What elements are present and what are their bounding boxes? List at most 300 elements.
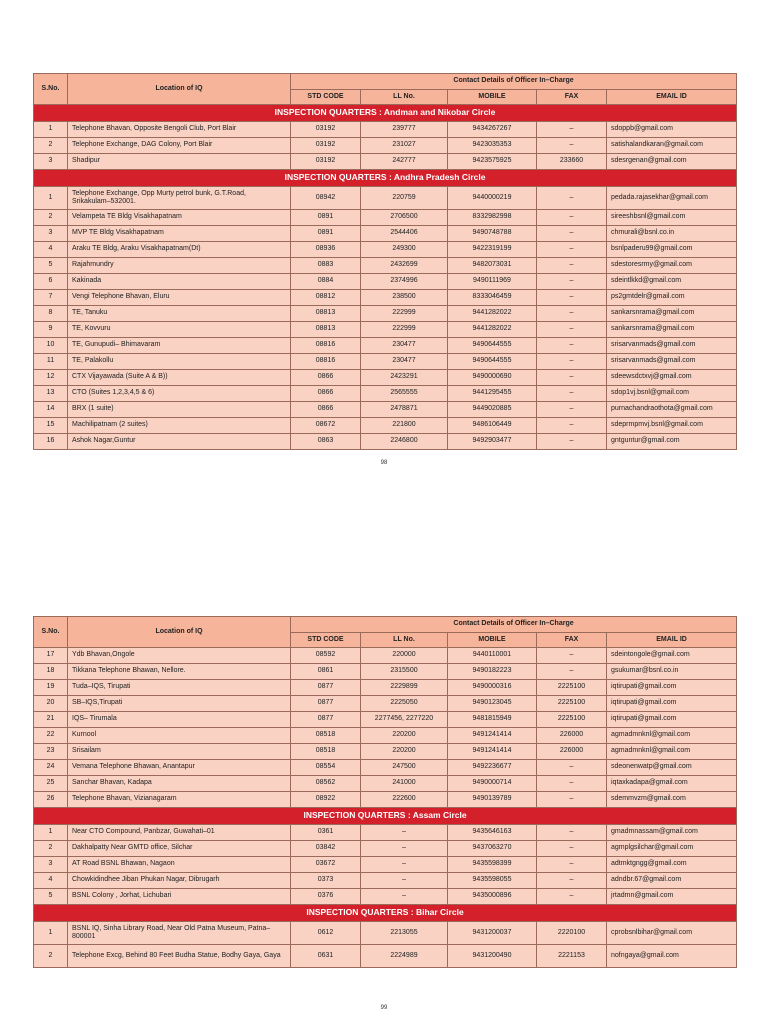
cell-location: SB–IQS,Tirupati bbox=[68, 696, 291, 712]
cell-fax: – bbox=[537, 825, 607, 841]
table-row bbox=[34, 792, 737, 808]
cell-landline: 230477 bbox=[361, 338, 448, 354]
cell-mobile: 9490000690 bbox=[448, 370, 537, 386]
cell-landline: 249300 bbox=[361, 242, 448, 258]
cell-email: sdop1vj.bsnl@gmail.com bbox=[607, 386, 737, 402]
table-row bbox=[34, 154, 737, 170]
header-ll: LL No. bbox=[361, 90, 448, 105]
cell-std-code: 0373 bbox=[291, 873, 361, 889]
cell-location: Telephone Excg, Behind 80 Feet Budha Statue, Bodhy Gaya, Gaya bbox=[68, 945, 291, 968]
cell-std-code: 0877 bbox=[291, 680, 361, 696]
table-row bbox=[34, 338, 737, 354]
cell-landline: 2706500 bbox=[361, 210, 448, 226]
cell-fax: 2220100 bbox=[537, 922, 607, 945]
cell-email: ps2gmtdelr@gmail.com bbox=[607, 290, 737, 306]
cell-fax: – bbox=[537, 792, 607, 808]
cell-landline: 2315500 bbox=[361, 664, 448, 680]
header-email: EMAIL ID bbox=[607, 633, 737, 648]
page-number: 98 bbox=[380, 460, 388, 466]
cell-landline: 2423291 bbox=[361, 370, 448, 386]
table-row bbox=[34, 258, 737, 274]
cell-landline: 2213055 bbox=[361, 922, 448, 945]
cell-landline: 230477 bbox=[361, 354, 448, 370]
cell-landline: – bbox=[361, 889, 448, 905]
cell-mobile: 9440000219 bbox=[448, 187, 537, 210]
cell-location: Kurnool bbox=[68, 728, 291, 744]
cell-landline: 222999 bbox=[361, 306, 448, 322]
table-row bbox=[34, 274, 737, 290]
cell-mobile: 9435598055 bbox=[448, 873, 537, 889]
cell-std-code: 0866 bbox=[291, 402, 361, 418]
cell-mobile: 9490644555 bbox=[448, 354, 537, 370]
table-row bbox=[34, 187, 737, 210]
cell-fax: – bbox=[537, 322, 607, 338]
table-row bbox=[34, 712, 737, 728]
cell-mobile: 9492236677 bbox=[448, 760, 537, 776]
cell-mobile: 9490000316 bbox=[448, 680, 537, 696]
table-row bbox=[34, 226, 737, 242]
header-sno: S.No. bbox=[34, 74, 68, 105]
cell-std-code: 03192 bbox=[291, 154, 361, 170]
cell-fax: – bbox=[537, 187, 607, 210]
cell-location: Araku TE Bldg, Araku Visakhapatnam(Dt) bbox=[68, 242, 291, 258]
cell-email: agmplgsilchar@gmail.com bbox=[607, 841, 737, 857]
cell-fax: – bbox=[537, 857, 607, 873]
cell-email: sankarsnrama@gmail.com bbox=[607, 322, 737, 338]
cell-fax: – bbox=[537, 354, 607, 370]
cell-fax: – bbox=[537, 760, 607, 776]
page-99 bbox=[0, 512, 768, 1024]
cell-fax: – bbox=[537, 226, 607, 242]
cell-fax: – bbox=[537, 776, 607, 792]
cell-location: Srisailam bbox=[68, 744, 291, 760]
cell-fax: – bbox=[537, 210, 607, 226]
cell-fax: 2225100 bbox=[537, 680, 607, 696]
cell-location: Near CTO Compound, Panbzar, Guwahati–01 bbox=[68, 825, 291, 841]
cell-fax: – bbox=[537, 418, 607, 434]
table-row bbox=[34, 760, 737, 776]
cell-mobile: 9449020885 bbox=[448, 402, 537, 418]
cell-fax: – bbox=[537, 306, 607, 322]
cell-location: Telephone Exchange, DAG Colony, Port Blair bbox=[68, 138, 291, 154]
cell-std-code: 08936 bbox=[291, 242, 361, 258]
cell-sno: 13 bbox=[34, 386, 68, 402]
cell-fax: – bbox=[537, 338, 607, 354]
cell-location: Machilipatnam (2 suites) bbox=[68, 418, 291, 434]
cell-mobile: 9490182223 bbox=[448, 664, 537, 680]
cell-email: sankarsnrama@gmail.com bbox=[607, 306, 737, 322]
table-row bbox=[34, 680, 737, 696]
cell-landline: 2478871 bbox=[361, 402, 448, 418]
cell-email: sdestoresrmy@gmail.com bbox=[607, 258, 737, 274]
cell-mobile: 9423575925 bbox=[448, 154, 537, 170]
cell-mobile: 9437063270 bbox=[448, 841, 537, 857]
cell-sno: 7 bbox=[34, 290, 68, 306]
table-row bbox=[34, 322, 737, 338]
cell-landline: 2277456, 2277220 bbox=[361, 712, 448, 728]
cell-mobile: 9435646163 bbox=[448, 825, 537, 841]
cell-mobile: 9435598399 bbox=[448, 857, 537, 873]
section-header bbox=[34, 808, 737, 825]
cell-std-code: 08554 bbox=[291, 760, 361, 776]
iq-table bbox=[33, 73, 737, 450]
cell-std-code: 0631 bbox=[291, 945, 361, 968]
cell-mobile: 9435000896 bbox=[448, 889, 537, 905]
cell-email: nofngaya@gmail.com bbox=[607, 945, 737, 968]
cell-landline: 221800 bbox=[361, 418, 448, 434]
cell-fax: – bbox=[537, 889, 607, 905]
table-row bbox=[34, 138, 737, 154]
cell-landline: 247500 bbox=[361, 760, 448, 776]
cell-email: iqtaxkadapa@gmail.com bbox=[607, 776, 737, 792]
cell-std-code: 08518 bbox=[291, 744, 361, 760]
cell-sno: 1 bbox=[34, 187, 68, 210]
cell-email: gsukumar@bsnl.co.in bbox=[607, 664, 737, 680]
cell-location: Ydb Bhavan,Ongole bbox=[68, 648, 291, 664]
cell-landline: 220200 bbox=[361, 744, 448, 760]
header-mobile: MOBILE bbox=[448, 633, 537, 648]
cell-std-code: 0891 bbox=[291, 210, 361, 226]
table-row bbox=[34, 210, 737, 226]
cell-email: iqtirupati@gmail.com bbox=[607, 712, 737, 728]
cell-mobile: 9492903477 bbox=[448, 434, 537, 450]
cell-email: sdesrgenan@gmail.com bbox=[607, 154, 737, 170]
cell-sno: 10 bbox=[34, 338, 68, 354]
cell-landline: 2246800 bbox=[361, 434, 448, 450]
cell-location: Tikkana Telephone Bhawan, Nellore. bbox=[68, 664, 291, 680]
table-row bbox=[34, 418, 737, 434]
section-title: INSPECTION QUARTERS : Bihar Circle bbox=[34, 905, 737, 922]
cell-landline: 2432699 bbox=[361, 258, 448, 274]
cell-sno: 3 bbox=[34, 857, 68, 873]
cell-sno: 2 bbox=[34, 138, 68, 154]
table-row bbox=[34, 945, 737, 968]
cell-fax: – bbox=[537, 138, 607, 154]
cell-std-code: 0361 bbox=[291, 825, 361, 841]
cell-landline: – bbox=[361, 873, 448, 889]
table-row bbox=[34, 664, 737, 680]
cell-std-code: 08922 bbox=[291, 792, 361, 808]
cell-sno: 3 bbox=[34, 154, 68, 170]
cell-fax: – bbox=[537, 664, 607, 680]
section-title: INSPECTION QUARTERS : Andhra Pradesh Circle bbox=[34, 170, 737, 187]
cell-mobile: 9490748788 bbox=[448, 226, 537, 242]
cell-email: sdeonenwatp@gmail.com bbox=[607, 760, 737, 776]
table-row bbox=[34, 242, 737, 258]
cell-std-code: 03192 bbox=[291, 138, 361, 154]
cell-sno: 21 bbox=[34, 712, 68, 728]
cell-landline: 2224989 bbox=[361, 945, 448, 968]
cell-mobile: 9491241414 bbox=[448, 744, 537, 760]
cell-mobile: 9490123045 bbox=[448, 696, 537, 712]
table-row bbox=[34, 728, 737, 744]
cell-landline: – bbox=[361, 825, 448, 841]
cell-std-code: 0877 bbox=[291, 696, 361, 712]
cell-sno: 2 bbox=[34, 841, 68, 857]
cell-std-code: 08816 bbox=[291, 338, 361, 354]
cell-mobile: 9431200037 bbox=[448, 922, 537, 945]
cell-location: BSNL IQ, Sinha Library Road, Near Old Patna Museum, Patna–800001 bbox=[68, 922, 291, 945]
cell-landline: 2565555 bbox=[361, 386, 448, 402]
table-row bbox=[34, 354, 737, 370]
cell-std-code: 03192 bbox=[291, 122, 361, 138]
cell-mobile: 9490139789 bbox=[448, 792, 537, 808]
table-row bbox=[34, 290, 737, 306]
cell-mobile: 9441282022 bbox=[448, 306, 537, 322]
cell-fax: – bbox=[537, 402, 607, 418]
cell-fax: – bbox=[537, 873, 607, 889]
cell-sno: 16 bbox=[34, 434, 68, 450]
header-sno: S.No. bbox=[34, 617, 68, 648]
cell-mobile: 9486106449 bbox=[448, 418, 537, 434]
cell-landline: 242777 bbox=[361, 154, 448, 170]
cell-mobile: 8332982998 bbox=[448, 210, 537, 226]
cell-email: adndbr.67@gmail.com bbox=[607, 873, 737, 889]
cell-landline: 220200 bbox=[361, 728, 448, 744]
cell-fax: – bbox=[537, 386, 607, 402]
cell-email: adtmktgngg@gmail.com bbox=[607, 857, 737, 873]
cell-landline: 239777 bbox=[361, 122, 448, 138]
cell-fax: – bbox=[537, 242, 607, 258]
cell-mobile: 9440110001 bbox=[448, 648, 537, 664]
header-std: STD CODE bbox=[291, 90, 361, 105]
cell-sno: 2 bbox=[34, 945, 68, 968]
cell-email: iqtirupati@gmail.com bbox=[607, 696, 737, 712]
cell-fax: – bbox=[537, 258, 607, 274]
cell-sno: 6 bbox=[34, 274, 68, 290]
section-title: INSPECTION QUARTERS : Andman and Nikobar Circle bbox=[34, 105, 737, 122]
cell-std-code: 03672 bbox=[291, 857, 361, 873]
cell-sno: 24 bbox=[34, 760, 68, 776]
cell-email: sdoppb@gmail.com bbox=[607, 122, 737, 138]
cell-mobile: 9434267267 bbox=[448, 122, 537, 138]
cell-mobile: 9423035353 bbox=[448, 138, 537, 154]
cell-sno: 12 bbox=[34, 370, 68, 386]
table-row bbox=[34, 873, 737, 889]
cell-std-code: 0884 bbox=[291, 274, 361, 290]
cell-landline: – bbox=[361, 841, 448, 857]
table-row bbox=[34, 370, 737, 386]
cell-sno: 4 bbox=[34, 242, 68, 258]
cell-email: srisarvanmads@gmail.com bbox=[607, 354, 737, 370]
cell-sno: 23 bbox=[34, 744, 68, 760]
header-location: Location of IQ bbox=[68, 617, 291, 648]
cell-location: IQS– Tirumala bbox=[68, 712, 291, 728]
cell-email: pedada.rajasekhar@gmail.com bbox=[607, 187, 737, 210]
table-row bbox=[34, 922, 737, 945]
cell-mobile: 9481815949 bbox=[448, 712, 537, 728]
cell-location: CTX Vijayawada (Suite A & B)) bbox=[68, 370, 291, 386]
cell-std-code: 0877 bbox=[291, 712, 361, 728]
section-header bbox=[34, 905, 737, 922]
cell-landline: 2229899 bbox=[361, 680, 448, 696]
cell-landline: 222999 bbox=[361, 322, 448, 338]
cell-location: BRX (1 suite) bbox=[68, 402, 291, 418]
header-fax: FAX bbox=[537, 90, 607, 105]
cell-location: Telephone Bhavan, Vizianagaram bbox=[68, 792, 291, 808]
cell-sno: 22 bbox=[34, 728, 68, 744]
cell-location: MVP TE Bldg Visakhapatnam bbox=[68, 226, 291, 242]
cell-std-code: 0612 bbox=[291, 922, 361, 945]
cell-landline: 2544406 bbox=[361, 226, 448, 242]
cell-email: agmadmnknl@gmail.com bbox=[607, 728, 737, 744]
table-row bbox=[34, 744, 737, 760]
cell-email: bsnlpaderu99@gmail.com bbox=[607, 242, 737, 258]
cell-std-code: 0866 bbox=[291, 386, 361, 402]
cell-sno: 11 bbox=[34, 354, 68, 370]
cell-email: sdemmvzm@gmail.com bbox=[607, 792, 737, 808]
cell-fax: 2221153 bbox=[537, 945, 607, 968]
cell-fax: 226000 bbox=[537, 744, 607, 760]
cell-location: AT Road BSNL Bhawan, Nagaon bbox=[68, 857, 291, 873]
header-location: Location of IQ bbox=[68, 74, 291, 105]
cell-email: agmadmnknl@gmail.com bbox=[607, 744, 737, 760]
cell-std-code: 0861 bbox=[291, 664, 361, 680]
cell-email: satishalandkaran@gmail.com bbox=[607, 138, 737, 154]
cell-location: TE, Gunupudi– Bhimavaram bbox=[68, 338, 291, 354]
table-row bbox=[34, 402, 737, 418]
header-email: EMAIL ID bbox=[607, 90, 737, 105]
cell-std-code: 0866 bbox=[291, 370, 361, 386]
cell-mobile: 9431200490 bbox=[448, 945, 537, 968]
table-row bbox=[34, 122, 737, 138]
cell-mobile: 9491241414 bbox=[448, 728, 537, 744]
cell-std-code: 08813 bbox=[291, 306, 361, 322]
cell-landline: – bbox=[361, 857, 448, 873]
cell-email: sireeshbsnl@gmail.com bbox=[607, 210, 737, 226]
cell-location: TE, Kovvuru bbox=[68, 322, 291, 338]
cell-location: Telephone Exchange, Opp Murty petrol bunk, G.T.Road, Srikakulam–532001. bbox=[68, 187, 291, 210]
cell-sno: 3 bbox=[34, 226, 68, 242]
cell-sno: 26 bbox=[34, 792, 68, 808]
cell-sno: 15 bbox=[34, 418, 68, 434]
cell-sno: 18 bbox=[34, 664, 68, 680]
cell-email: purnachandraothota@gmail.com bbox=[607, 402, 737, 418]
table-row bbox=[34, 306, 737, 322]
cell-mobile: 9490644555 bbox=[448, 338, 537, 354]
cell-location: Sanchar Bhavan, Kadapa bbox=[68, 776, 291, 792]
cell-location: Vengi Telephone Bhavan, Eluru bbox=[68, 290, 291, 306]
header-fax: FAX bbox=[537, 633, 607, 648]
cell-std-code: 08562 bbox=[291, 776, 361, 792]
cell-std-code: 08518 bbox=[291, 728, 361, 744]
cell-std-code: 0863 bbox=[291, 434, 361, 450]
cell-sno: 5 bbox=[34, 889, 68, 905]
header-contact: Contact Details of Officer In–Charge bbox=[291, 74, 737, 90]
cell-std-code: 08812 bbox=[291, 290, 361, 306]
cell-std-code: 0883 bbox=[291, 258, 361, 274]
cell-mobile: 9441295455 bbox=[448, 386, 537, 402]
cell-sno: 8 bbox=[34, 306, 68, 322]
cell-mobile: 9490000714 bbox=[448, 776, 537, 792]
cell-landline: 220000 bbox=[361, 648, 448, 664]
cell-location: Dakhalpatty Near GMTD office, Silchar bbox=[68, 841, 291, 857]
cell-location: Shadipur bbox=[68, 154, 291, 170]
cell-sno: 9 bbox=[34, 322, 68, 338]
cell-fax: – bbox=[537, 122, 607, 138]
cell-email: sdeewsdctxvj@gmail.com bbox=[607, 370, 737, 386]
cell-sno: 2 bbox=[34, 210, 68, 226]
cell-fax: 226000 bbox=[537, 728, 607, 744]
cell-fax: – bbox=[537, 290, 607, 306]
cell-mobile: 9441282022 bbox=[448, 322, 537, 338]
table-row bbox=[34, 386, 737, 402]
cell-std-code: 03842 bbox=[291, 841, 361, 857]
cell-sno: 1 bbox=[34, 922, 68, 945]
cell-std-code: 08816 bbox=[291, 354, 361, 370]
cell-std-code: 08592 bbox=[291, 648, 361, 664]
cell-location: Kakinada bbox=[68, 274, 291, 290]
cell-landline: 2374996 bbox=[361, 274, 448, 290]
cell-sno: 14 bbox=[34, 402, 68, 418]
table-body bbox=[34, 648, 737, 968]
cell-sno: 1 bbox=[34, 825, 68, 841]
section-title: INSPECTION QUARTERS : Assam Circle bbox=[34, 808, 737, 825]
iq-table bbox=[33, 616, 737, 968]
table-row bbox=[34, 696, 737, 712]
cell-landline: 231027 bbox=[361, 138, 448, 154]
cell-email: iqtirupati@gmail.com bbox=[607, 680, 737, 696]
cell-location: Velampeta TE Bldg Visakhapatnam bbox=[68, 210, 291, 226]
cell-location: BSNL Colony , Jorhat, Lichubari bbox=[68, 889, 291, 905]
page-number: 99 bbox=[380, 1005, 388, 1011]
table-row bbox=[34, 648, 737, 664]
header-ll: LL No. bbox=[361, 633, 448, 648]
cell-fax: – bbox=[537, 648, 607, 664]
cell-sno: 17 bbox=[34, 648, 68, 664]
cell-location: TE, Palakollu bbox=[68, 354, 291, 370]
table-row bbox=[34, 841, 737, 857]
cell-email: gntguntur@gmail.com bbox=[607, 434, 737, 450]
cell-email: jrtadmn@gmail.com bbox=[607, 889, 737, 905]
cell-fax: – bbox=[537, 370, 607, 386]
cell-landline: 220759 bbox=[361, 187, 448, 210]
cell-std-code: 08942 bbox=[291, 187, 361, 210]
cell-landline: 241000 bbox=[361, 776, 448, 792]
cell-sno: 1 bbox=[34, 122, 68, 138]
cell-sno: 4 bbox=[34, 873, 68, 889]
section-header bbox=[34, 170, 737, 187]
header-std: STD CODE bbox=[291, 633, 361, 648]
cell-sno: 5 bbox=[34, 258, 68, 274]
table-body bbox=[34, 105, 737, 450]
cell-mobile: 9482073031 bbox=[448, 258, 537, 274]
cell-mobile: 9490111969 bbox=[448, 274, 537, 290]
cell-fax: – bbox=[537, 274, 607, 290]
cell-fax: – bbox=[537, 841, 607, 857]
cell-fax: 2225100 bbox=[537, 712, 607, 728]
cell-location: Ashok Nagar,Guntur bbox=[68, 434, 291, 450]
cell-email: sdeintlkkd@gmail.com bbox=[607, 274, 737, 290]
table-row bbox=[34, 857, 737, 873]
cell-std-code: 08672 bbox=[291, 418, 361, 434]
cell-std-code: 0376 bbox=[291, 889, 361, 905]
table-row bbox=[34, 434, 737, 450]
cell-location: Tuda–IQS, Tirupati bbox=[68, 680, 291, 696]
table-row bbox=[34, 889, 737, 905]
cell-fax: 233660 bbox=[537, 154, 607, 170]
cell-email: sdeprmpmvj.bsnl@gmail.com bbox=[607, 418, 737, 434]
cell-landline: 222600 bbox=[361, 792, 448, 808]
cell-location: Vemana Telephone Bhawan, Anantapur bbox=[68, 760, 291, 776]
cell-email: sdeintongole@gmail.com bbox=[607, 648, 737, 664]
cell-sno: 20 bbox=[34, 696, 68, 712]
cell-fax: – bbox=[537, 434, 607, 450]
cell-email: chmurali@bsnl.co.in bbox=[607, 226, 737, 242]
cell-landline: 2225050 bbox=[361, 696, 448, 712]
cell-email: srisarvanmads@gmail.com bbox=[607, 338, 737, 354]
cell-mobile: 8333046459 bbox=[448, 290, 537, 306]
